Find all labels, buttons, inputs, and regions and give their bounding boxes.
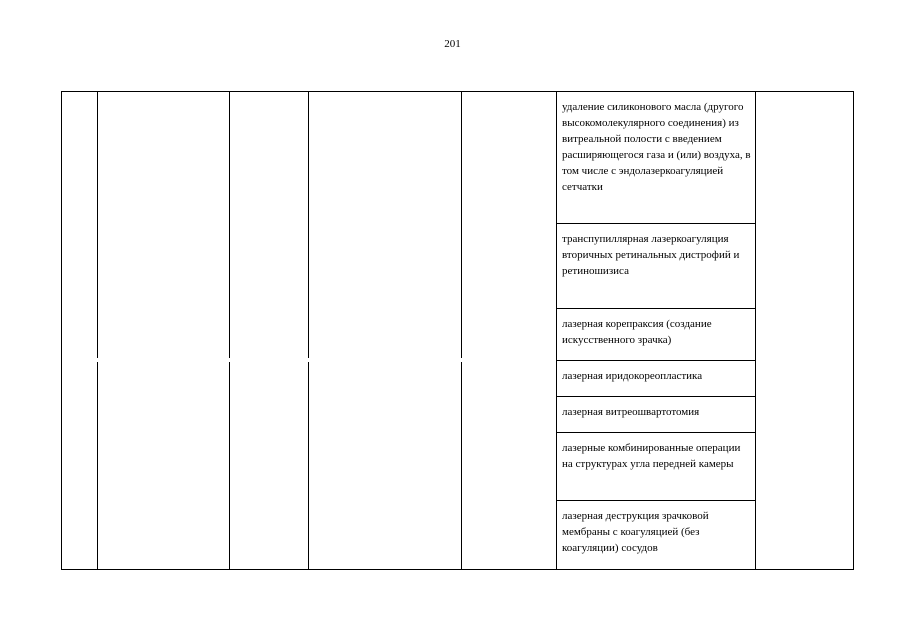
column-divider — [755, 92, 756, 569]
procedure-cell: лазерная деструкция зрачковой мембраны с коагуляцией (без коагуляции) сосудов — [562, 510, 709, 554]
procedure-cell: транспупиллярная лазеркоагуляция вторичных ретинальных дистрофий и ретиношизиса — [557, 224, 755, 309]
procedure-cell: лазерные комбинированные операции на структурах угла передней камеры — [557, 433, 755, 501]
procedure-cell: удаление силиконового масла (другого высокомолекулярного соединения) из витреальной полости с введением расширяющегося газа и (или) воздуха, в том числе с эндолазеркоагуляцией сетчатки — [557, 92, 755, 224]
column-divider — [229, 362, 230, 569]
procedure-table — [61, 91, 854, 570]
page-number: 201 — [444, 38, 461, 50]
column-divider — [461, 92, 462, 358]
column-divider — [97, 92, 98, 358]
column-divider — [461, 362, 462, 569]
column-divider — [229, 92, 230, 358]
column-divider — [308, 92, 309, 358]
procedures-column — [557, 92, 755, 569]
column-divider — [97, 362, 98, 569]
procedure-cell: лазерная витреошвартотомия — [557, 397, 755, 433]
column-divider — [308, 362, 309, 569]
procedure-cell: лазерная корепраксия (создание искусственного зрачка) — [557, 309, 755, 361]
procedure-cell: лазерная иридокореопластика — [557, 361, 755, 397]
